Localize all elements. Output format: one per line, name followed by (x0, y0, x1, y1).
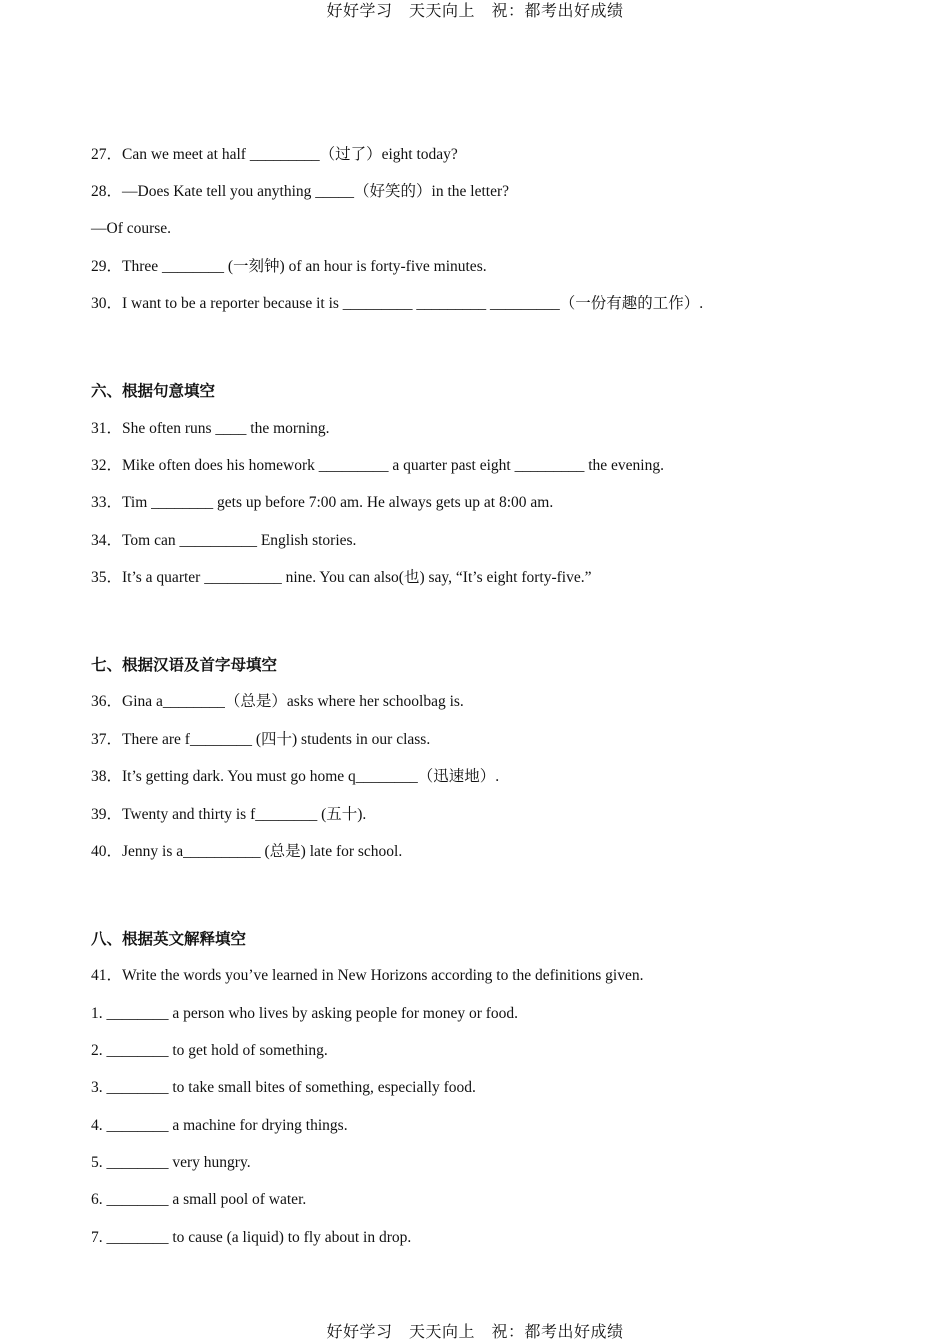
question-38: 38．It’s getting dark. You must go home q________（迅速地）. (91, 768, 500, 785)
question-35: 35．It’s a quarter __________ nine. You can also(也) say, “It’s eight forty-five.” (91, 569, 592, 586)
question-32: 32．Mike often does his homework _________ a quarter past eight _________ the evening. (91, 457, 664, 474)
question-27: 27．Can we meet at half _________（过了）eight today? (91, 146, 458, 163)
section-6-heading: 六、根据句意填空 (91, 382, 216, 400)
question-40: 40．Jenny is a__________ (总是) late for school. (91, 843, 403, 860)
page-footer: 好好学习 天天向上 祝：都考出好成绩 (326, 1322, 624, 1341)
question-37: 37．There are f________ (四十) students in our class. (91, 731, 431, 748)
question-30: 30．I want to be a reporter because it is _________ _________ _________（一份有趣的工作）. (91, 295, 704, 312)
question-29: 29．Three ________ (一刻钟) of an hour is forty-five minutes. (91, 258, 487, 275)
definition-item-3: 3. ________ to take small bites of something, especially food. (91, 1079, 476, 1096)
question-28: 28．—Does Kate tell you anything _____（好笑的）in the letter? (91, 183, 509, 200)
section-7-heading: 七、根据汉语及首字母填空 (91, 656, 278, 674)
page-header: 好好学习 天天向上 祝：都考出好成绩 (326, 1, 624, 20)
definition-item-6: 6. ________ a small pool of water. (91, 1191, 307, 1208)
definition-item-4: 4. ________ a machine for drying things. (91, 1117, 348, 1134)
question-31: 31．She often runs ____ the morning. (91, 420, 330, 437)
question-33: 33．Tim ________ gets up before 7:00 am. He always gets up at 8:00 am. (91, 494, 554, 511)
question-41: 41．Write the words you’ve learned in New Horizons according to the definitions given. (91, 967, 644, 984)
definition-item-7: 7. ________ to cause (a liquid) to fly about in drop. (91, 1229, 412, 1246)
question-36: 36．Gina a________（总是）asks where her schoolbag is. (91, 693, 464, 710)
question-28-answer: —Of course. (91, 220, 172, 237)
question-34: 34．Tom can __________ English stories. (91, 532, 357, 549)
question-39: 39．Twenty and thirty is f________ (五十). (91, 806, 367, 823)
definition-item-2: 2. ________ to get hold of something. (91, 1042, 328, 1059)
definition-item-1: 1. ________ a person who lives by asking people for money or food. (91, 1005, 519, 1022)
section-8-heading: 八、根据英文解释填空 (91, 930, 247, 948)
definition-item-5: 5. ________ very hungry. (91, 1154, 251, 1171)
